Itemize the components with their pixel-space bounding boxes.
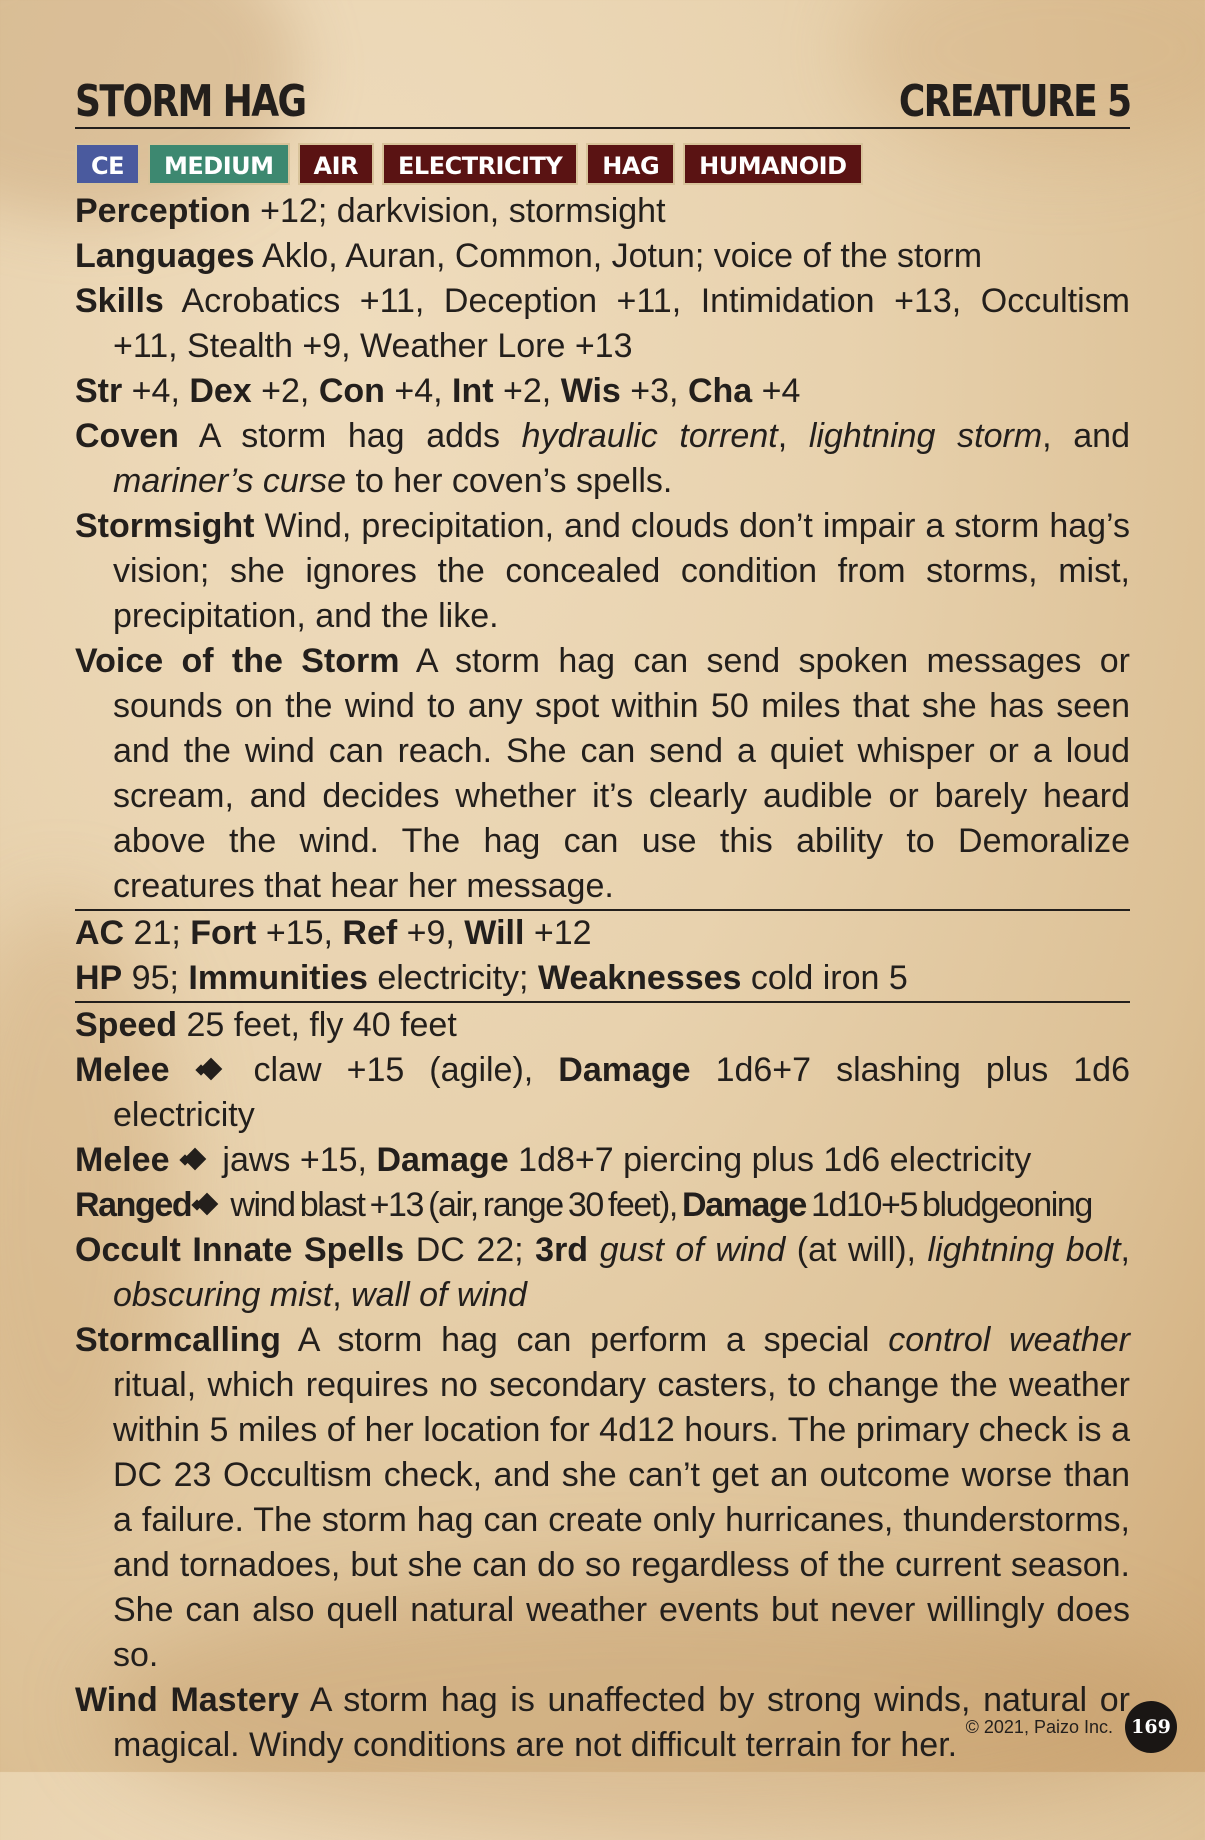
damage-text: 1d6+7 slashing plus 1d6 electricity <box>113 1051 1130 1134</box>
single-action-icon <box>199 1057 225 1083</box>
coven-text-2: , <box>777 417 809 455</box>
con-label: Con <box>318 372 385 410</box>
voice-of-the-storm-label: Voice of the Storm <box>75 642 400 680</box>
damage-label: Damage <box>682 1186 806 1224</box>
creature-name: STORM HAG <box>75 76 306 127</box>
speed-label: Speed <box>75 1006 178 1044</box>
coven-spell-mariners-curse: mariner’s curse <box>113 462 347 500</box>
str-value: +4, <box>122 372 190 410</box>
stormcalling-text-2: ritual, which requires no secondary casters, to change the weather within 5 miles of her location for 4d12 hours. The primary check is a DC 23 Occultism check, and she can’t get an outcome worse than a failure. The storm hag can create only hurricanes, thunderstorms, and tornadoes, but she can do so regardless of the current season. She can also quell natural weather events but never willingly does so. <box>113 1366 1130 1674</box>
attack-type-label: Melee <box>75 1051 170 1089</box>
trait-hag: HAG <box>586 143 675 185</box>
con-value: +4, <box>384 372 453 410</box>
skills-label: Skills <box>75 282 164 320</box>
spell-lightning-bolt: lightning bolt <box>927 1231 1121 1269</box>
languages-text: Aklo, Auran, Common, Jotun; voice of the storm <box>254 237 983 275</box>
hp-line <box>75 956 1130 1001</box>
perception-line <box>75 189 1130 234</box>
melee-jaws-line <box>75 1138 1130 1183</box>
trait-size: MEDIUM <box>148 143 290 185</box>
coven-text-3: , and <box>1042 417 1130 455</box>
fort-value: +15, <box>256 914 343 952</box>
ac-value: 21; <box>124 914 191 952</box>
immunities-label: Immunities <box>188 959 368 997</box>
spell-text-2: , <box>1120 1231 1130 1269</box>
trait-list <box>75 143 1130 185</box>
copyright: © 2021, Paizo Inc. <box>965 1716 1113 1737</box>
spell-text-3: , <box>332 1276 352 1314</box>
stormcalling-text-1: A storm hag can perform a special <box>280 1321 889 1359</box>
ability-scores-line <box>75 369 1130 414</box>
spell-rank: 3rd <box>535 1231 589 1269</box>
stat-block <box>75 68 1130 1768</box>
perception-label: Perception <box>75 192 251 230</box>
coven-text-1: A storm hag adds <box>178 417 522 455</box>
ritual-control-weather: control weather <box>888 1321 1130 1359</box>
attack-type-label: Ranged <box>75 1186 192 1224</box>
perception-text: +12; darkvision, stormsight <box>250 192 666 230</box>
innate-spells-label: Occult Innate Spells <box>75 1231 405 1269</box>
dex-label: Dex <box>189 372 252 410</box>
wind-mastery-text: A storm hag is unaffected by strong winds, natural or magical. Windy conditions are not difficult terrain for her. <box>113 1681 1131 1764</box>
trait-electricity: ELECTRICITY <box>382 143 578 185</box>
trait-alignment: CE <box>75 143 140 185</box>
damage-text: 1d8+7 piercing plus 1d6 electricity <box>508 1141 1032 1179</box>
languages-line <box>75 234 1130 279</box>
int-value: +2, <box>493 372 561 410</box>
weaknesses-value: cold iron 5 <box>741 959 908 997</box>
spell-wall-of-wind: wall of wind <box>351 1276 527 1314</box>
trait-air: AIR <box>298 143 374 185</box>
fort-label: Fort <box>190 914 257 952</box>
spell-dc: DC 22; <box>404 1231 536 1269</box>
stormcalling-line <box>75 1318 1130 1678</box>
hp-label: HP <box>75 959 123 997</box>
wis-value: +3, <box>620 372 688 410</box>
single-action-icon <box>195 1192 221 1218</box>
wind-mastery-label: Wind Mastery <box>75 1681 299 1719</box>
spell-gust-of-wind: gust of wind <box>599 1231 786 1269</box>
attack-text: jaws +15, <box>212 1141 377 1179</box>
stormcalling-label: Stormcalling <box>75 1321 281 1359</box>
ac-label: AC <box>75 914 125 952</box>
stormsight-label: Stormsight <box>75 507 255 545</box>
melee-claw-line <box>75 1048 1130 1138</box>
speed-line <box>75 1003 1130 1048</box>
ranged-wind-blast-line <box>75 1183 1130 1228</box>
damage-label: Damage <box>376 1141 509 1179</box>
coven-spell-lightning-storm: lightning storm <box>808 417 1043 455</box>
coven-text-4: to her coven’s spells. <box>346 462 673 500</box>
languages-label: Languages <box>75 237 255 275</box>
immunities-value: electricity; <box>367 959 538 997</box>
stat-block-header <box>75 68 1130 129</box>
innate-spells-line <box>75 1228 1130 1318</box>
coven-label: Coven <box>75 417 179 455</box>
voice-of-the-storm-line <box>75 639 1130 909</box>
attack-text: claw +15 (agile), <box>228 1051 559 1089</box>
single-action-icon <box>183 1147 209 1173</box>
stormsight-line <box>75 504 1130 639</box>
trait-humanoid: HUMANOID <box>683 143 862 185</box>
coven-line <box>75 414 1130 504</box>
ref-label: Ref <box>342 914 398 952</box>
voice-of-the-storm-text: A storm hag can send spoken messages or sounds on the wind to any spot within 50 miles that she has seen and the wind can reach. She can send a quiet whisper or a loud scream, and decides whether it’s clearly audible or barely heard above the wind. The hag can use this ability to Demoralize creatures that hear her message. <box>113 642 1130 905</box>
saves-line <box>75 911 1130 956</box>
attack-type-label: Melee <box>75 1141 170 1179</box>
coven-spell-hydraulic-torrent: hydraulic torrent <box>521 417 778 455</box>
cha-value: +4 <box>752 372 801 410</box>
dex-value: +2, <box>251 372 319 410</box>
cha-label: Cha <box>687 372 753 410</box>
attack-text: wind blast +13 (air, range 30 feet), <box>225 1186 683 1224</box>
ref-value: +9, <box>397 914 465 952</box>
str-label: Str <box>75 372 123 410</box>
damage-label: Damage <box>558 1051 691 1089</box>
spell-text-1: (at will), <box>785 1231 928 1269</box>
weaknesses-label: Weaknesses <box>537 959 742 997</box>
skills-line <box>75 279 1130 369</box>
wis-label: Wis <box>560 372 621 410</box>
damage-text: 1d10+5 bludgeoning <box>805 1186 1092 1224</box>
hp-value: 95; <box>122 959 189 997</box>
int-label: Int <box>452 372 494 410</box>
skills-text: Acrobatics +11, Deception +11, Intimidation +13, Occultism +11, Stealth +9, Weather Lore +13 <box>113 282 1130 365</box>
stormsight-text: Wind, precipitation, and clouds don’t impair a storm hag’s vision; she ignores the concealed condition from storms, mist, precipitation, and the like. <box>113 507 1130 635</box>
spell-obscuring-mist: obscuring mist <box>113 1276 333 1314</box>
page-number: 169 <box>1125 1701 1177 1753</box>
will-value: +12 <box>524 914 592 952</box>
speed-text: 25 feet, fly 40 feet <box>177 1006 457 1044</box>
page-footer <box>966 1701 1177 1753</box>
will-label: Will <box>464 914 525 952</box>
creature-level: CREATURE 5 <box>898 76 1130 127</box>
